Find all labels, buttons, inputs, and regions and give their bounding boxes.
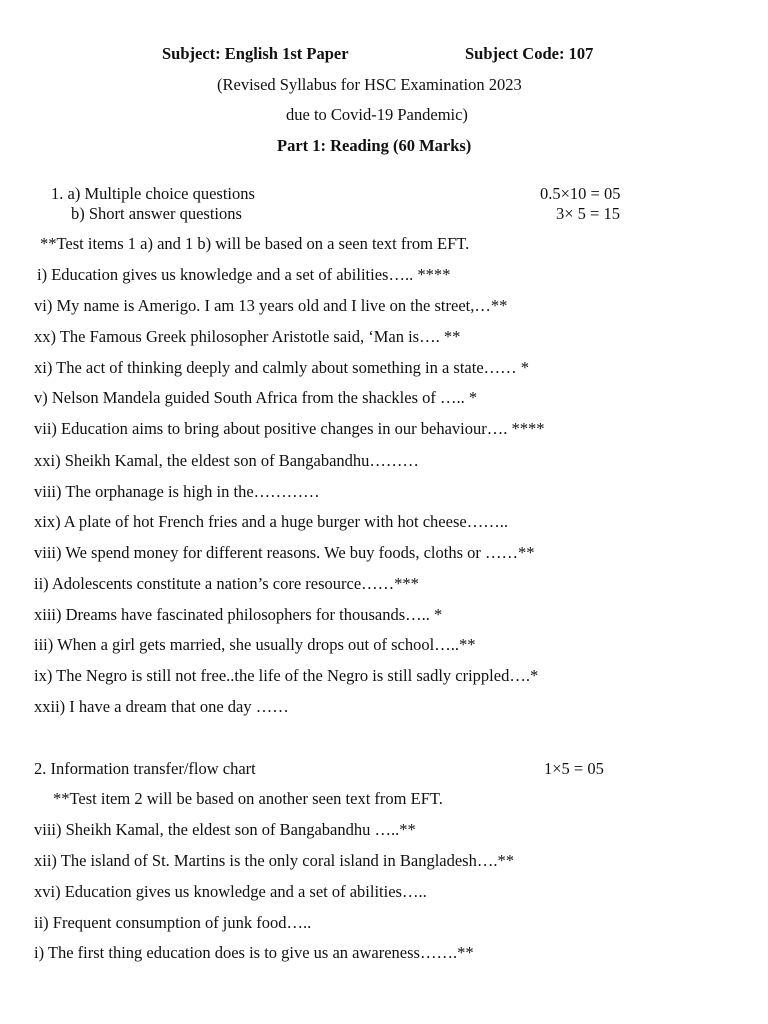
list-item: ii) Adolescents constitute a nation’s core resource……***: [34, 574, 419, 593]
list-item: v) Nelson Mandela guided South Africa from the shackles of ….. *: [34, 388, 478, 407]
list-item: xvi) Education gives us knowledge and a set of abilities…..: [34, 882, 427, 901]
part-title: Part 1: Reading (60 Marks): [277, 136, 472, 155]
list-item: vii) Education aims to bring about positive changes in our behaviour…. ****: [34, 419, 545, 438]
list-item: viii) The orphanage is high in the…………: [34, 482, 320, 501]
list-item: viii) Sheikh Kamal, the eldest son of Bangabandhu …..**: [34, 820, 416, 839]
subject-code: Subject Code: 107: [465, 44, 594, 63]
question-1b-marks: 3× 5 = 15: [556, 204, 620, 223]
list-item: xi) The act of thinking deeply and calmly about something in a state…… *: [34, 358, 530, 377]
list-item: xx) The Famous Greek philosopher Aristotle said, ‘Man is…. **: [34, 327, 461, 346]
list-item: iii) When a girl gets married, she usually drops out of school…..**: [34, 635, 476, 654]
list-item: viii) We spend money for different reasons. We buy foods, cloths or ……**: [34, 543, 535, 562]
syllabus-line-2: due to Covid-19 Pandemic): [286, 105, 468, 124]
list-item: xxii) I have a dream that one day ……: [34, 697, 289, 716]
question-2-title: 2. Information transfer/flow chart: [34, 759, 256, 778]
question-2-marks: 1×5 = 05: [544, 759, 604, 778]
list-item: xix) A plate of hot French fries and a huge burger with hot cheese……..: [34, 512, 508, 531]
question-1a: 1. a) Multiple choice questions: [51, 184, 255, 203]
list-item: xiii) Dreams have fascinated philosophers for thousands….. *: [34, 605, 443, 624]
list-item: vi) My name is Amerigo. I am 13 years old and I live on the street,…**: [34, 296, 508, 315]
list-item: i) The first thing education does is to give us an awareness…….**: [34, 943, 474, 962]
list-item: i) Education gives us knowledge and a set of abilities….. ****: [37, 265, 451, 284]
syllabus-line-1: (Revised Syllabus for HSC Examination 2023: [217, 75, 522, 94]
list-item: ix) The Negro is still not free..the life of the Negro is still sadly crippled….*: [34, 666, 539, 685]
question-1a-marks: 0.5×10 = 05: [540, 184, 621, 203]
subject-title: Subject: English 1st Paper: [162, 44, 349, 63]
question-1b: b) Short answer questions: [71, 204, 242, 223]
list-item: xii) The island of St. Martins is the only coral island in Bangladesh….**: [34, 851, 514, 870]
list-item: xxi) Sheikh Kamal, the eldest son of Bangabandhu………: [34, 451, 419, 470]
section-1-note: **Test items 1 a) and 1 b) will be based on a seen text from EFT.: [40, 234, 470, 253]
section-2-note: **Test item 2 will be based on another seen text from EFT.: [53, 789, 443, 808]
list-item: ii) Frequent consumption of junk food…..: [34, 913, 312, 932]
